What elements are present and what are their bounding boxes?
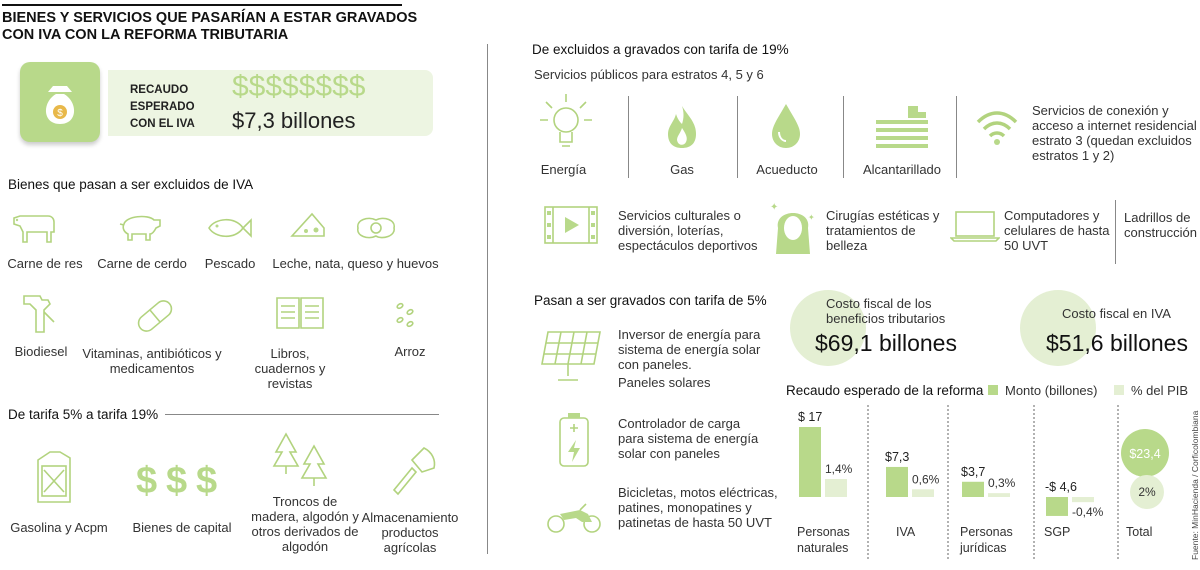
utility-label-1: Energía bbox=[540, 162, 587, 177]
gravados5-label-4: Bicicletas, motos eléctricas, patines, monopatines y patinetas de hasta 50 UVT bbox=[618, 485, 778, 530]
costo-value-1: $69,1 billones bbox=[815, 330, 957, 356]
bar-label-pib: 0,3% bbox=[988, 476, 1016, 491]
bar-label-monto: $ 17 bbox=[798, 410, 823, 424]
cheese-icon bbox=[288, 210, 328, 240]
tarifa519-label-2: Bienes de capital bbox=[132, 520, 232, 535]
internet-label: Servicios de conexión y acceso a internet residencial estrato 3 (quedan excluidos estratos 1 y 2) bbox=[1032, 103, 1197, 163]
water-drop-icon bbox=[768, 102, 804, 150]
excluidos-label-2: Carne de cerdo bbox=[97, 256, 187, 271]
total-pib-label: 2% bbox=[1138, 485, 1156, 499]
total-monto-label: $23,4 bbox=[1129, 447, 1161, 461]
trees-icon bbox=[270, 430, 330, 490]
row2-label-3: Computadores y celulares de hasta 50 UVT bbox=[1004, 208, 1110, 253]
gravados19-sub: Servicios públicos para estratos 4, 5 y 6 bbox=[534, 67, 764, 82]
excluidos-label-6: Vitaminas, antibióticos y medicamentos bbox=[82, 346, 222, 376]
excluidos-label-1: Carne de res bbox=[7, 256, 83, 271]
row2-divider bbox=[1115, 200, 1116, 264]
bar-monto bbox=[962, 482, 984, 497]
money-bag-icon bbox=[20, 62, 100, 142]
category-label: IVA bbox=[896, 525, 916, 539]
category-label: Personas bbox=[960, 525, 1013, 539]
jerrycan-icon bbox=[34, 448, 74, 506]
gravados19-heading: De excluidos a gravados con tarifa de 19% bbox=[532, 42, 789, 57]
gravados5-label-3: Controlador de carga para sistema de energía solar con paneles bbox=[618, 416, 759, 461]
cow-icon bbox=[10, 210, 58, 244]
tarifa519-label-4: Almacenamiento productos agrícolas bbox=[361, 510, 459, 555]
tarifa519-label-3: Troncos de madera, algodón y otros derivados de algodón bbox=[251, 494, 359, 554]
utility-divider-4 bbox=[956, 96, 957, 178]
tarifa519-rule bbox=[165, 414, 439, 415]
utility-divider-1 bbox=[628, 96, 629, 178]
pill-icon bbox=[132, 296, 178, 336]
bar-monto bbox=[799, 427, 821, 497]
pig-icon bbox=[118, 212, 162, 242]
legend-monto: Monto (billones) bbox=[1005, 383, 1098, 398]
costo-label-2: Costo fiscal en IVA bbox=[1062, 306, 1171, 321]
lightbulb-icon bbox=[538, 90, 594, 154]
row2-label-2: Cirugías estéticas y tratamientos de belleza bbox=[826, 208, 940, 253]
row2-label-1: Servicios culturales o diversión, loterías, espectáculos deportivos bbox=[618, 208, 758, 253]
excluidos-label-7: Libros, cuadernos y revistas bbox=[254, 346, 326, 391]
axe-icon bbox=[388, 442, 442, 496]
tarifa519-label-1: Gasolina y Acpm bbox=[10, 520, 108, 535]
excluidos-label-4: Leche, nata, queso y huevos bbox=[272, 256, 439, 271]
dollar-icon-2: $ bbox=[166, 460, 188, 502]
page-title: BIENES Y SERVICIOS QUE PASARÍAN A ESTAR GRAVADOS CON IVA CON LA REFORMA TRIBUTARIA bbox=[2, 10, 418, 43]
utility-divider-2 bbox=[737, 96, 738, 178]
svg-text:$: $ bbox=[57, 108, 63, 119]
recaudo-dollars: $$$$$$$$ bbox=[232, 70, 366, 103]
excluidos-label-8: Arroz bbox=[394, 344, 426, 359]
category-label: Personas bbox=[797, 525, 850, 539]
laptop-icon bbox=[950, 210, 1000, 242]
main-divider bbox=[487, 44, 488, 554]
bar-pib bbox=[912, 489, 934, 497]
bar-label-pib: -0,4% bbox=[1072, 505, 1104, 520]
flame-icon bbox=[664, 104, 700, 150]
gravados5-heading: Pasan a ser gravados con tarifa de 5% bbox=[534, 293, 767, 308]
category-label-total: Total bbox=[1126, 525, 1153, 539]
chart-title: Recaudo esperado de la reforma bbox=[786, 383, 984, 398]
svg-text:✦: ✦ bbox=[770, 202, 779, 213]
recaudo-value: $7,3 billones bbox=[232, 108, 356, 133]
tarifa519-heading: De tarifa 5% a tarifa 19% bbox=[8, 407, 159, 422]
bar-pib bbox=[825, 479, 847, 497]
beauty-face-icon bbox=[768, 198, 818, 258]
battery-icon bbox=[556, 412, 592, 468]
utility-label-2: Gas bbox=[670, 162, 694, 177]
fuel-nozzle-icon bbox=[20, 292, 60, 336]
bar-label-monto: -$ 4,6 bbox=[1045, 480, 1077, 494]
bar-pib bbox=[1072, 497, 1094, 502]
excluidos-label-5: Biodiesel bbox=[14, 344, 68, 359]
category-label: jurídicas bbox=[960, 541, 1007, 555]
fish-icon bbox=[205, 214, 253, 242]
motorcycle-icon bbox=[546, 500, 602, 534]
bar-pib bbox=[988, 493, 1010, 497]
wifi-icon bbox=[974, 108, 1020, 146]
title-rule bbox=[2, 4, 402, 6]
rice-icon bbox=[392, 300, 418, 328]
utility-label-3: Acueducto bbox=[756, 162, 818, 177]
bar-label-monto: $7,3 bbox=[885, 449, 910, 464]
costo-label-1: Costo fiscal de los beneficios tributarios bbox=[826, 296, 946, 326]
gravados5-label-1: Inversor de energía para sistema de energía solar con paneles. bbox=[618, 327, 761, 372]
costo-value-2: $51,6 billones bbox=[1046, 330, 1188, 356]
category-label: SGP bbox=[1044, 525, 1071, 539]
bar-label-pib: 0,6% bbox=[912, 472, 940, 487]
sewer-icon bbox=[874, 104, 930, 150]
legend-pib: % del PIB bbox=[1131, 383, 1189, 398]
excluidos-label-3: Pescado bbox=[204, 256, 256, 271]
bar-monto bbox=[886, 467, 908, 497]
legend-swatch-monto bbox=[988, 385, 998, 395]
bar-label-pib: 1,4% bbox=[825, 462, 853, 476]
source-note: Fuente: MinHacienda / Corficolombiana bbox=[1190, 410, 1200, 560]
solar-panel-icon bbox=[538, 330, 604, 384]
legend-swatch-pib bbox=[1114, 385, 1124, 395]
gravados5-label-2: Paneles solares bbox=[618, 375, 711, 390]
excluidos-heading: Bienes que pasan a ser excluidos de IVA bbox=[8, 177, 254, 192]
svg-text:✦: ✦ bbox=[808, 213, 815, 222]
bar-monto bbox=[1046, 497, 1068, 516]
dollar-icon-3: $ bbox=[196, 460, 218, 502]
bar-chart bbox=[780, 400, 1180, 565]
dollar-icon-1: $ bbox=[136, 460, 158, 502]
egg-icon bbox=[352, 214, 400, 242]
recaudo-label: RECAUDO ESPERADO CON EL IVA bbox=[130, 84, 195, 130]
utility-label-4: Alcantarillado bbox=[862, 162, 942, 177]
category-label: naturales bbox=[797, 541, 849, 555]
row2-label-4: Ladrillos de construcción bbox=[1124, 210, 1197, 240]
bar-label-monto: $3,7 bbox=[961, 464, 986, 479]
utility-divider-3 bbox=[843, 96, 844, 178]
film-icon bbox=[543, 205, 599, 245]
book-icon bbox=[275, 294, 325, 330]
